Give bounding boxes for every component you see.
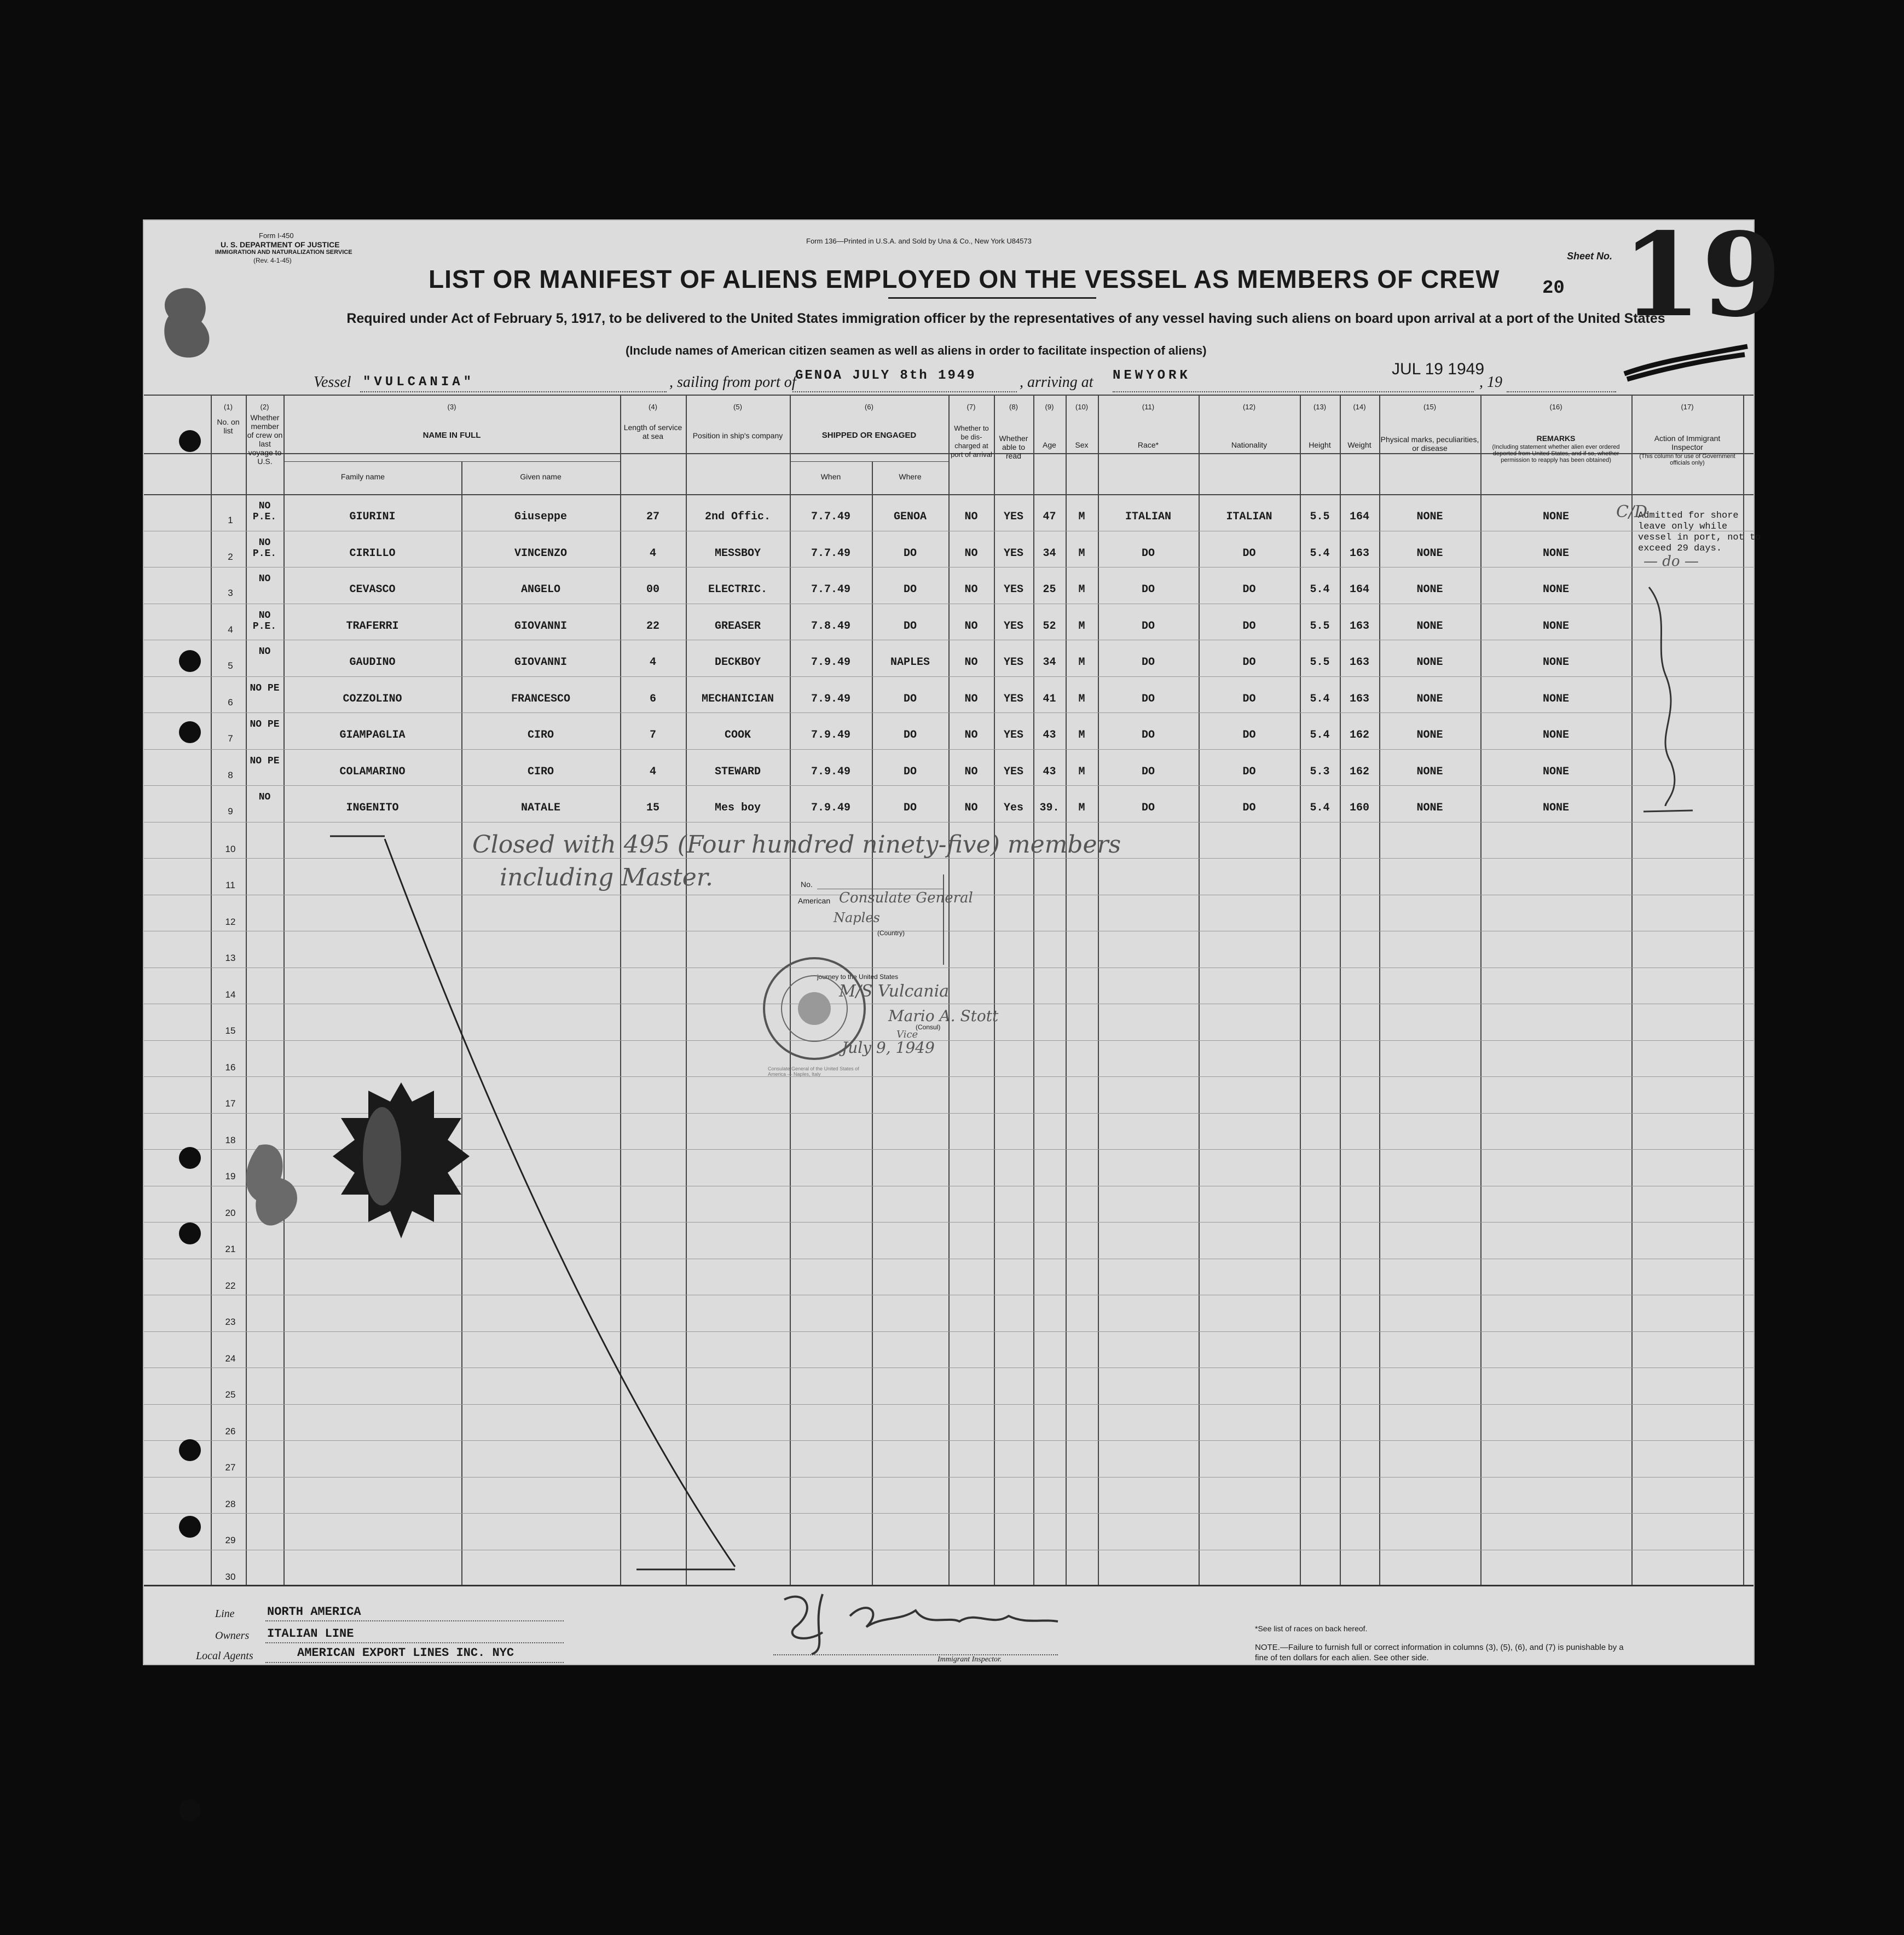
remarks: NONE	[1542, 802, 1569, 814]
footer-owners-label: Owners	[215, 1630, 250, 1642]
sex: M	[1078, 547, 1085, 560]
shipped-when: 7.7.49	[811, 583, 850, 596]
to-be-discharged: NO	[964, 692, 978, 705]
length-of-service: 00	[646, 583, 659, 596]
length-of-service: 22	[646, 619, 659, 633]
sex: M	[1078, 656, 1085, 669]
able-to-read: YES	[1003, 619, 1023, 633]
row-number: 21	[225, 1244, 236, 1254]
physical-marks: NONE	[1416, 692, 1443, 705]
race: DO	[1141, 729, 1155, 741]
shipped-where: DO	[903, 802, 917, 814]
sex: M	[1078, 729, 1085, 741]
printer-line: Form 136—Printed in U.S.A. and Sold by Una & Co., New York U84573	[806, 237, 1032, 245]
given-name: Giuseppe	[514, 511, 567, 523]
crew-last-voyage: NO PE	[250, 755, 280, 767]
age: 43	[1043, 729, 1056, 741]
given-name: CIRO	[527, 765, 554, 778]
stamp-consul-label: (Consul)	[916, 1023, 941, 1031]
sex: M	[1078, 692, 1085, 705]
length-of-service: 27	[646, 511, 659, 523]
physical-marks: NONE	[1416, 583, 1443, 596]
to-be-discharged: NO	[964, 511, 978, 523]
weight: 162	[1349, 765, 1369, 778]
col-num-17: (17)	[1681, 403, 1694, 411]
row-number: 30	[225, 1571, 236, 1582]
given-name: ANGELO	[520, 583, 560, 596]
sailing-label: , sailing from port of	[669, 374, 796, 391]
col-num-9: (9)	[1045, 403, 1054, 411]
family-name: INGENITO	[346, 802, 399, 814]
position: Mes boy	[714, 802, 761, 814]
crew-last-voyage: NO PE	[250, 719, 280, 730]
header-shipped: SHIPPED OR ENGAGED	[821, 431, 917, 440]
shipped-when: 7.7.49	[811, 511, 850, 523]
position: ELECTRIC.	[708, 583, 768, 596]
length-of-service: 7	[649, 729, 656, 741]
stamp-country-label: (Country)	[877, 929, 905, 937]
row-number: 23	[225, 1317, 236, 1327]
page-title: LIST OR MANIFEST OF ALIENS EMPLOYED ON THE VESSEL AS MEMBERS OF CREW	[429, 265, 1500, 293]
to-be-discharged: NO	[964, 547, 978, 560]
col-num-4: (4)	[649, 403, 657, 411]
punch-hole	[179, 1799, 201, 1821]
race: DO	[1141, 802, 1155, 814]
position: COOK	[724, 729, 751, 741]
sex: M	[1078, 619, 1085, 633]
arrival-port: NEWYORK	[1113, 368, 1191, 383]
row-number: 24	[225, 1353, 236, 1364]
col-num-12: (12)	[1242, 403, 1256, 411]
length-of-service: 4	[649, 656, 656, 669]
physical-marks: NONE	[1416, 656, 1443, 669]
row-number: 7	[228, 733, 233, 744]
stain	[242, 1140, 308, 1233]
col-num-16: (16)	[1549, 403, 1562, 411]
row-number: 16	[225, 1062, 236, 1073]
col-num-5: (5)	[733, 403, 742, 411]
crew-last-voyage: NO PE	[250, 682, 280, 694]
row-number: 27	[225, 1462, 236, 1473]
shipped-when: 7.9.49	[811, 729, 850, 741]
shipped-where: DO	[903, 729, 917, 741]
given-name: NATALE	[520, 802, 560, 814]
length-of-service: 4	[649, 765, 656, 778]
age: 52	[1043, 619, 1056, 633]
races-note: *See list of races on back hereof.	[1255, 1624, 1368, 1633]
physical-marks: NONE	[1416, 729, 1443, 741]
length-of-service: 4	[649, 547, 656, 560]
col-num-3: (3)	[447, 403, 456, 411]
family-name: CIRILLO	[349, 547, 396, 560]
vessel-label: Vessel	[314, 374, 351, 391]
remarks: NONE	[1542, 619, 1569, 633]
shipped-where: DO	[903, 547, 917, 560]
physical-marks: NONE	[1416, 802, 1443, 814]
stamp-american-label: American	[798, 896, 831, 905]
header-given-name: Given name	[520, 472, 562, 481]
sex: M	[1078, 802, 1085, 814]
inspector-signature	[773, 1578, 1080, 1660]
crew-last-voyage: NO	[258, 573, 271, 584]
row-number: 12	[225, 916, 236, 927]
family-name: GIAMPAGLIA	[339, 729, 406, 741]
position: STEWARD	[714, 765, 761, 778]
col-num-2: (2)	[260, 403, 269, 411]
header-remarks: REMARKS	[1536, 434, 1576, 443]
age: 43	[1043, 765, 1056, 778]
action-remark-row1-mark: C/D	[1616, 502, 1648, 522]
row-number: 20	[225, 1207, 236, 1218]
punch-hole	[179, 721, 201, 743]
shipped-when: 7.9.49	[811, 692, 850, 705]
physical-marks: NONE	[1416, 765, 1443, 778]
race: DO	[1141, 692, 1155, 705]
header-length-service: Length of service at sea	[623, 423, 682, 441]
age: 34	[1043, 547, 1056, 560]
weight: 163	[1349, 547, 1369, 560]
action-remark-row1: Admitted for shore leave only while vessel in port, not to exceed 29 days.	[1638, 511, 1761, 554]
to-be-discharged: NO	[964, 619, 978, 633]
punch-hole	[179, 650, 201, 672]
row-number: 8	[228, 769, 233, 780]
stamp-journey-label: journey to the United States	[817, 973, 899, 981]
row-number: 26	[225, 1426, 236, 1436]
col-num-8: (8)	[1009, 403, 1018, 411]
header-age: Age	[1043, 441, 1056, 449]
stamp-box-right	[943, 874, 944, 965]
row-number: 4	[228, 624, 233, 635]
stamp-vessel: M/S Vulcania	[839, 982, 950, 1001]
header-when: When	[820, 472, 841, 481]
inspector-rule	[773, 1654, 1058, 1655]
remarks: NONE	[1542, 765, 1569, 778]
height: 5.3	[1310, 765, 1330, 778]
remarks: NONE	[1542, 729, 1569, 741]
footer-line: NORTH AMERICA	[267, 1605, 361, 1619]
race: DO	[1141, 656, 1155, 669]
header-race: Race*	[1137, 441, 1159, 449]
sheet-label: Sheet No.	[1567, 251, 1613, 262]
foil-seal	[330, 1080, 472, 1244]
sailing-port: GENOA JULY 8th 1949	[795, 368, 976, 383]
age: 39.	[1039, 802, 1060, 814]
family-name: COZZOLINO	[343, 692, 402, 705]
footer-agents-rule	[265, 1662, 564, 1663]
shipped-where: DO	[903, 765, 917, 778]
height: 5.4	[1310, 802, 1330, 814]
crew-last-voyage: NO	[258, 646, 271, 657]
header-no-on-list: No. on list	[217, 418, 240, 435]
header-nationality: Nationality	[1231, 441, 1268, 449]
family-name: TRAFERRI	[346, 619, 399, 633]
height: 5.4	[1310, 692, 1330, 705]
race: ITALIAN	[1125, 511, 1171, 523]
col-num-15: (15)	[1423, 403, 1437, 411]
punch-hole	[179, 430, 201, 452]
row-number: 29	[225, 1535, 236, 1545]
given-name: GIOVANNI	[514, 619, 567, 633]
header-remarks-note: (Including statement whether alien ever ordered deported from United States, and if so, whether permission to reapply has been obtained)	[1492, 444, 1620, 464]
col-num-14: (14)	[1353, 403, 1366, 411]
family-name: COLAMARINO	[339, 765, 406, 778]
fine-note: NOTE.—Failure to furnish full or correct information in columns (3), (5), (6), and (7) is punishable by a fine of ten dollars for each alien. See other side.	[1255, 1643, 1624, 1662]
closing-note-line2: including Master.	[500, 864, 713, 891]
header-able-read: Whether able to read	[999, 434, 1028, 460]
shipped-where: GENOA	[893, 511, 927, 523]
row-number: 5	[228, 661, 233, 671]
able-to-read: YES	[1003, 765, 1023, 778]
row-number: 22	[225, 1280, 236, 1291]
crew-last-voyage: NO P.E.	[252, 610, 277, 632]
footer-owners-rule	[265, 1642, 564, 1643]
row-number: 9	[228, 806, 233, 816]
year-suffix: , 19	[1479, 374, 1502, 391]
shipped-when: 7.9.49	[811, 656, 850, 669]
row-number: 3	[228, 588, 233, 598]
sex: M	[1078, 583, 1085, 596]
able-to-read: YES	[1003, 583, 1023, 596]
family-name: GAUDINO	[349, 656, 396, 669]
to-be-discharged: NO	[964, 765, 978, 778]
position: MECHANICIAN	[701, 692, 774, 705]
shipped-when: 7.7.49	[811, 547, 850, 560]
punch-hole	[179, 1223, 201, 1244]
page-subtitle: Required under Act of February 5, 1917, to be delivered to the United States immigration officer by the representatives of any vessel having such aliens on board upon arrival at a port of the United States	[346, 311, 1665, 326]
stamp-consulate: Consulate General	[839, 890, 973, 906]
able-to-read: YES	[1003, 547, 1023, 560]
height: 5.4	[1310, 547, 1330, 560]
weight: 163	[1349, 656, 1369, 669]
shipped-when: 7.8.49	[811, 619, 850, 633]
able-to-read: YES	[1003, 511, 1023, 523]
punch-hole	[179, 1439, 201, 1461]
nationality: DO	[1242, 656, 1256, 669]
position: GREASER	[714, 619, 761, 633]
stamp-signature: Mario A. Stott	[888, 1007, 999, 1025]
row-number: 10	[225, 843, 236, 854]
family-name: GIURINI	[349, 511, 396, 523]
weight: 160	[1349, 802, 1369, 814]
header-family-name: Family name	[340, 472, 385, 481]
footer-agents: AMERICAN EXPORT LINES INC. NYC	[297, 1646, 514, 1660]
age: 47	[1043, 511, 1056, 523]
position: DECKBOY	[714, 656, 761, 669]
stamp-place: Naples	[834, 910, 880, 925]
row-number: 11	[225, 880, 235, 890]
race: DO	[1141, 583, 1155, 596]
remarks: NONE	[1542, 511, 1569, 523]
family-name: CEVASCO	[349, 583, 396, 596]
row-number: 25	[225, 1389, 236, 1400]
header-sex: Sex	[1075, 441, 1089, 449]
closing-note-line1: Closed with 495 (Four hundred ninety-five) members	[472, 831, 1121, 859]
height: 5.5	[1310, 619, 1330, 633]
physical-marks: NONE	[1416, 619, 1443, 633]
crew-last-voyage: NO P.E.	[252, 501, 277, 523]
nationality: DO	[1242, 729, 1256, 741]
department-name: U. S. DEPARTMENT OF JUSTICE	[221, 240, 340, 249]
shipped-when: 7.9.49	[811, 802, 850, 814]
given-name: GIOVANNI	[514, 656, 567, 669]
to-be-discharged: NO	[964, 583, 978, 596]
given-name: FRANCESCO	[511, 692, 571, 705]
sheet-number: 19	[1622, 207, 1782, 343]
consular-stamp	[762, 874, 1031, 1132]
able-to-read: YES	[1003, 729, 1023, 741]
stain	[158, 283, 223, 366]
revision-date: (Rev. 4-1-45)	[253, 257, 292, 264]
col-num-6: (6)	[865, 403, 873, 411]
weight: 163	[1349, 619, 1369, 633]
position: 2nd Offic.	[704, 511, 771, 523]
row-number: 15	[225, 1026, 236, 1036]
race: DO	[1141, 547, 1155, 560]
col-num-10: (10)	[1075, 403, 1089, 411]
weight: 162	[1349, 729, 1369, 741]
stamp-vice: Vice	[896, 1029, 918, 1040]
header-height: Height	[1309, 441, 1331, 449]
header-physical-marks: Physical marks, peculiarities, or disease	[1380, 435, 1479, 453]
form-number: Form I-450	[259, 231, 294, 240]
physical-marks: NONE	[1416, 511, 1443, 523]
shipped-where: DO	[903, 619, 917, 633]
length-of-service: 6	[649, 692, 656, 705]
punch-hole	[179, 1516, 201, 1538]
weight: 163	[1349, 692, 1369, 705]
age: 41	[1043, 692, 1056, 705]
row-number: 13	[225, 953, 236, 963]
weight: 164	[1349, 511, 1369, 523]
arrival-date-stamp: JUL 19 1949	[1392, 360, 1485, 378]
footer-agents-label: Local Agents	[196, 1650, 253, 1662]
col-num-11: (11)	[1142, 403, 1155, 411]
weight: 164	[1349, 583, 1369, 596]
age: 34	[1043, 656, 1056, 669]
row-number: 17	[225, 1098, 236, 1109]
col-num-13: (13)	[1313, 403, 1327, 411]
consular-seal	[757, 951, 872, 1066]
able-to-read: YES	[1003, 656, 1023, 669]
row-number: 2	[228, 551, 233, 562]
remarks: NONE	[1542, 583, 1569, 596]
remarks: NONE	[1542, 692, 1569, 705]
row-number: 28	[225, 1498, 236, 1509]
position: MESSBOY	[714, 547, 761, 560]
shipped-where: NAPLES	[890, 656, 930, 669]
shipped-where: DO	[903, 583, 917, 596]
row-number: 14	[225, 989, 236, 1000]
nationality: DO	[1242, 619, 1256, 633]
sex: M	[1078, 765, 1085, 778]
row-number: 1	[228, 515, 233, 525]
nationality: DO	[1242, 765, 1256, 778]
crew-last-voyage: NO	[258, 792, 271, 803]
height: 5.5	[1310, 656, 1330, 669]
nationality: DO	[1242, 583, 1256, 596]
race: DO	[1141, 765, 1155, 778]
manifest-sheet	[144, 207, 1782, 1664]
header-where: Where	[899, 472, 922, 481]
crew-last-voyage: NO P.E.	[252, 537, 277, 559]
arriving-label: , arriving at	[1020, 374, 1093, 391]
height: 5.5	[1310, 511, 1330, 523]
header-action-note: (This column for use of Government officials only)	[1639, 453, 1735, 466]
page-subtitle-note: (Include names of American citizen seamen as well as aliens in order to facilitate inspection of aliens)	[626, 344, 1207, 357]
given-name: CIRO	[527, 729, 554, 741]
to-be-discharged: NO	[964, 802, 978, 814]
footer-line-label: Line	[215, 1608, 235, 1620]
physical-marks: NONE	[1416, 547, 1443, 560]
header-discharged: Whether to be dis-charged at port of arrival	[951, 424, 992, 459]
service-name: IMMIGRATION AND NATURALIZATION SERVICE	[215, 249, 352, 256]
stamp-no-label: No.	[801, 880, 813, 889]
sex: M	[1078, 511, 1085, 523]
inspector-label: Immigrant Inspector.	[937, 1655, 1002, 1664]
action-remark-row2: — do —	[1643, 553, 1699, 570]
length-of-service: 15	[646, 802, 659, 814]
stamp-date: July 9, 1949	[842, 1039, 935, 1057]
punch-hole	[179, 1147, 201, 1169]
to-be-discharged: NO	[964, 656, 978, 669]
sheet-extra-number: 20	[1542, 278, 1565, 299]
able-to-read: Yes	[1003, 802, 1023, 814]
nationality: DO	[1242, 802, 1256, 814]
footer-owners: ITALIAN LINE	[267, 1627, 354, 1641]
age: 25	[1043, 583, 1056, 596]
row-number: 19	[225, 1171, 236, 1181]
nationality: DO	[1242, 547, 1256, 560]
header-position: Position in ship's company	[692, 431, 783, 440]
able-to-read: YES	[1003, 692, 1023, 705]
header-action: Action of Immigrant Inspector	[1654, 434, 1721, 451]
to-be-discharged: NO	[964, 729, 978, 741]
header-weight: Weight	[1347, 441, 1371, 449]
given-name: VINCENZO	[514, 547, 567, 560]
header-name-in-full: NAME IN FULL	[423, 431, 481, 440]
header-crew-last-voyage: Whether member of crew on last voyage to U.S.	[247, 413, 283, 466]
nationality: DO	[1242, 692, 1256, 705]
race: DO	[1141, 619, 1155, 633]
nationality: ITALIAN	[1226, 511, 1272, 523]
shipped-where: DO	[903, 692, 917, 705]
shipped-when: 7.9.49	[811, 765, 850, 778]
remarks: NONE	[1542, 656, 1569, 669]
seal-text: Consulate General of the United States of America — Naples, Italy	[768, 1066, 859, 1077]
row-number: 18	[225, 1134, 236, 1145]
height: 5.4	[1310, 729, 1330, 741]
vessel-name: "VULCANIA"	[363, 375, 475, 390]
col-num-7: (7)	[967, 403, 976, 411]
footer-line-rule	[265, 1620, 564, 1621]
height: 5.4	[1310, 583, 1330, 596]
row-number: 6	[228, 697, 233, 708]
remarks: NONE	[1542, 547, 1569, 560]
col-num-1: (1)	[224, 403, 233, 411]
